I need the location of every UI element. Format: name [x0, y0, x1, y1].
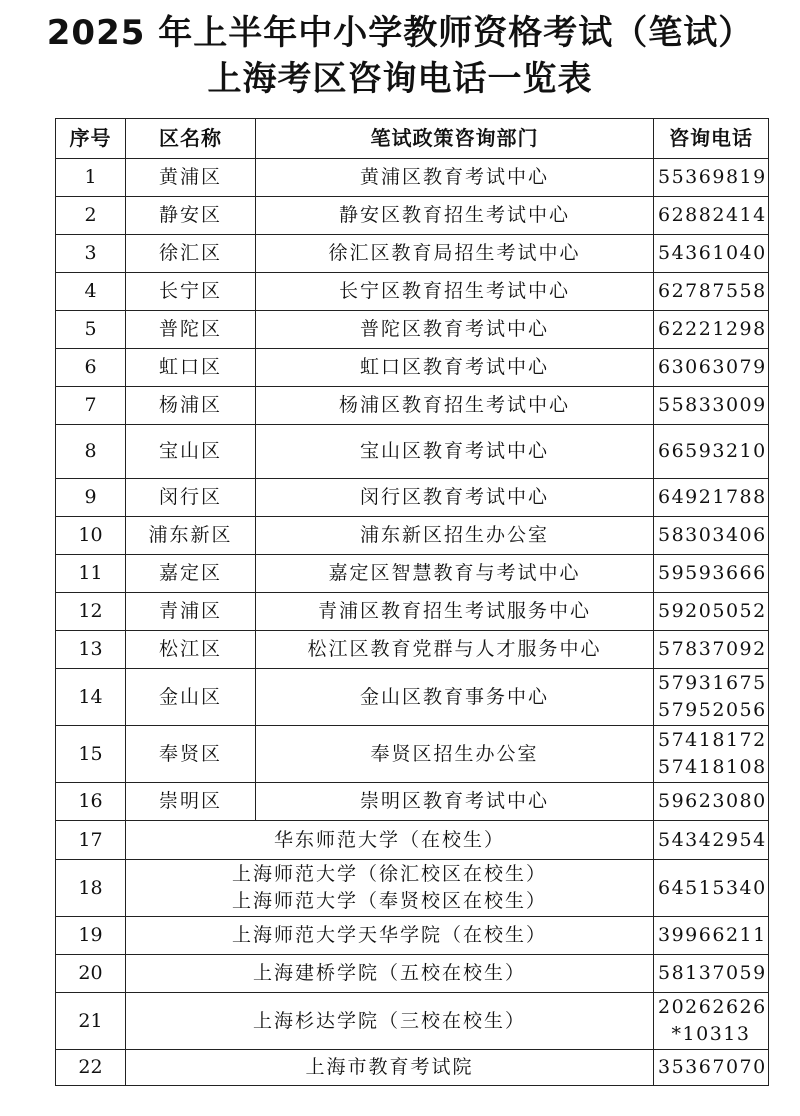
phone-number: 58137059 — [658, 962, 767, 984]
table-row — [56, 993, 769, 1050]
row-no: 16 — [56, 783, 126, 821]
phone-number: 63063079 — [658, 356, 767, 378]
row-phone — [654, 517, 769, 555]
phone-number: 66593210 — [658, 440, 767, 462]
institution-name: 上海市教育考试院 — [305, 1056, 474, 1078]
table-row — [56, 159, 769, 197]
row-phone — [654, 1050, 769, 1086]
row-phone — [654, 669, 769, 726]
row-department: 松江区教育党群与人才服务中心 — [256, 631, 654, 669]
row-no: 14 — [56, 669, 126, 726]
row-district: 黄浦区 — [126, 159, 256, 197]
phone-number: 57418172 — [658, 729, 767, 751]
header-no: 序号 — [56, 119, 126, 159]
phone-number: 54361040 — [658, 242, 767, 264]
row-district: 宝山区 — [126, 425, 256, 479]
row-no: 20 — [56, 955, 126, 993]
row-phone — [654, 235, 769, 273]
row-institution — [126, 993, 654, 1050]
row-department: 静安区教育招生考试中心 — [256, 197, 654, 235]
header-phone: 咨询电话 — [654, 119, 769, 159]
table-row — [56, 593, 769, 631]
row-no: 21 — [56, 993, 126, 1050]
row-department: 黄浦区教育考试中心 — [256, 159, 654, 197]
row-no: 4 — [56, 273, 126, 311]
row-no: 7 — [56, 387, 126, 425]
row-department: 青浦区教育招生考试服务中心 — [256, 593, 654, 631]
phone-number: 57837092 — [658, 638, 767, 660]
table-row — [56, 821, 769, 860]
row-no: 15 — [56, 726, 126, 783]
institution-name: 上海师范大学（徐汇校区在校生） — [231, 863, 547, 885]
row-no: 8 — [56, 425, 126, 479]
phone-extension: *10313 — [671, 1023, 751, 1045]
row-no: 1 — [56, 159, 126, 197]
row-phone — [654, 917, 769, 955]
institution-name: 上海杉达学院（三校在校生） — [252, 1009, 526, 1032]
table-row — [56, 1050, 769, 1086]
phone-number: 57418108 — [658, 756, 767, 778]
row-phone — [654, 349, 769, 387]
row-district: 浦东新区 — [126, 517, 256, 555]
row-phone — [654, 783, 769, 821]
phone-number: 62787558 — [658, 280, 767, 302]
row-district: 崇明区 — [126, 783, 256, 821]
phone-number: 59623080 — [658, 790, 767, 812]
contact-table — [55, 118, 769, 1086]
row-institution — [126, 821, 654, 860]
row-no: 17 — [56, 821, 126, 860]
row-district: 徐汇区 — [126, 235, 256, 273]
table-header-row — [56, 119, 769, 159]
table-row — [56, 273, 769, 311]
row-district: 松江区 — [126, 631, 256, 669]
row-phone — [654, 387, 769, 425]
row-district: 闵行区 — [126, 479, 256, 517]
row-no: 11 — [56, 555, 126, 593]
table-row — [56, 197, 769, 235]
document-title-line-1: 2025 年上半年中小学教师资格考试（笔试） — [46, 13, 754, 53]
phone-number: 35367070 — [658, 1056, 767, 1078]
row-phone — [654, 955, 769, 993]
row-department: 闵行区教育考试中心 — [256, 479, 654, 517]
row-no: 12 — [56, 593, 126, 631]
row-department: 奉贤区招生办公室 — [256, 726, 654, 783]
phone-number: 62882414 — [658, 204, 767, 226]
row-department: 虹口区教育考试中心 — [256, 349, 654, 387]
phone-number: 57931675 — [658, 672, 767, 694]
row-no: 18 — [56, 860, 126, 917]
row-department: 徐汇区教育局招生考试中心 — [256, 235, 654, 273]
row-phone — [654, 479, 769, 517]
phone-number: 64515340 — [658, 876, 767, 899]
header-department: 笔试政策咨询部门 — [256, 119, 654, 159]
row-no: 5 — [56, 311, 126, 349]
row-phone — [654, 555, 769, 593]
table-row — [56, 425, 769, 479]
row-department: 金山区教育事务中心 — [256, 669, 654, 726]
row-district: 普陀区 — [126, 311, 256, 349]
phone-number: 58303406 — [658, 524, 767, 546]
phone-number: 54342954 — [658, 828, 767, 851]
phone-number: 39966211 — [658, 924, 767, 946]
table-row — [56, 955, 769, 993]
row-phone — [654, 821, 769, 860]
table-row — [56, 311, 769, 349]
row-district: 杨浦区 — [126, 387, 256, 425]
row-no: 13 — [56, 631, 126, 669]
row-phone — [654, 273, 769, 311]
row-department: 浦东新区招生办公室 — [256, 517, 654, 555]
row-district: 嘉定区 — [126, 555, 256, 593]
phone-number: 59205052 — [658, 600, 767, 622]
table-row — [56, 517, 769, 555]
row-phone — [654, 159, 769, 197]
phone-number: 62221298 — [658, 318, 767, 340]
table-row — [56, 235, 769, 273]
row-department: 嘉定区智慧教育与考试中心 — [256, 555, 654, 593]
table-row — [56, 669, 769, 726]
document-title-line-2: 上海考区咨询电话一览表 — [207, 59, 593, 99]
row-department: 普陀区教育考试中心 — [256, 311, 654, 349]
phone-number: 55369819 — [658, 166, 767, 188]
row-department: 长宁区教育招生考试中心 — [256, 273, 654, 311]
phone-number: 59593666 — [658, 562, 767, 584]
phone-number: 55833009 — [658, 394, 767, 416]
row-institution — [126, 860, 654, 917]
table-row — [56, 631, 769, 669]
institution-name: 上海建桥学院（五校在校生） — [252, 962, 526, 984]
row-department: 宝山区教育考试中心 — [256, 425, 654, 479]
table-row — [56, 387, 769, 425]
row-district: 奉贤区 — [126, 726, 256, 783]
table-row — [56, 917, 769, 955]
row-no: 9 — [56, 479, 126, 517]
row-department: 崇明区教育考试中心 — [256, 783, 654, 821]
row-district: 青浦区 — [126, 593, 256, 631]
institution-name: 华东师范大学（在校生） — [273, 828, 505, 851]
phone-number: 57952056 — [658, 699, 767, 721]
institution-name: 上海师范大学（奉贤校区在校生） — [231, 890, 547, 912]
institution-name: 上海师范大学天华学院（在校生） — [231, 924, 547, 946]
table-row — [56, 726, 769, 783]
row-phone — [654, 197, 769, 235]
row-no: 19 — [56, 917, 126, 955]
row-institution — [126, 1050, 654, 1086]
header-district: 区名称 — [126, 119, 256, 159]
row-phone — [654, 631, 769, 669]
row-no: 6 — [56, 349, 126, 387]
row-no: 3 — [56, 235, 126, 273]
row-no: 22 — [56, 1050, 126, 1086]
phone-number: 20262626 — [658, 996, 767, 1018]
row-no: 10 — [56, 517, 126, 555]
row-district: 虹口区 — [126, 349, 256, 387]
row-phone — [654, 311, 769, 349]
row-district: 金山区 — [126, 669, 256, 726]
row-institution — [126, 917, 654, 955]
row-phone — [654, 593, 769, 631]
row-phone — [654, 425, 769, 479]
row-phone — [654, 860, 769, 917]
row-institution — [126, 955, 654, 993]
table-row — [56, 860, 769, 917]
table-row — [56, 479, 769, 517]
table-row — [56, 783, 769, 821]
row-phone — [654, 993, 769, 1050]
table-row — [56, 555, 769, 593]
phone-number: 64921788 — [658, 486, 767, 508]
row-department: 杨浦区教育招生考试中心 — [256, 387, 654, 425]
row-phone — [654, 726, 769, 783]
row-district: 长宁区 — [126, 273, 256, 311]
row-no: 2 — [56, 197, 126, 235]
row-district: 静安区 — [126, 197, 256, 235]
table-row — [56, 349, 769, 387]
